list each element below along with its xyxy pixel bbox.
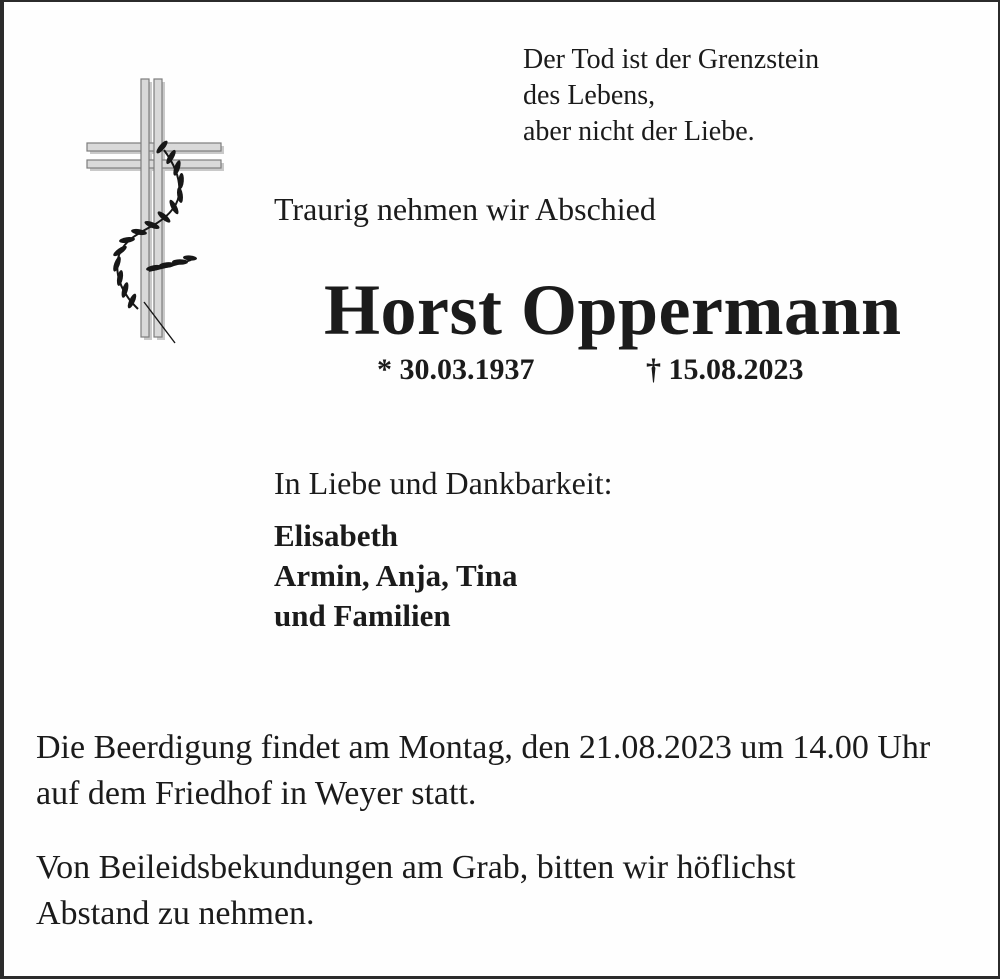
cross-and-laurel-branch-icon bbox=[59, 55, 249, 355]
condolence-note-line: Von Beileidsbekundungen am Grab, bitten wir höflichst bbox=[36, 849, 796, 886]
epigraph-line: Der Tod ist der Grenzstein bbox=[523, 44, 820, 75]
birth-date: * 30.03.1937 bbox=[377, 353, 535, 386]
epigraph-line: aber nicht der Liebe. bbox=[523, 116, 755, 147]
mourner-line: Armin, Anja, Tina bbox=[274, 558, 518, 593]
epigraph-quote bbox=[523, 42, 819, 150]
funeral-info-line: Die Beerdigung findet am Montag, den 21.08.2023 um 14.00 Uhr bbox=[36, 729, 931, 766]
mourners-list bbox=[274, 516, 517, 636]
intro-line: Traurig nehmen wir Abschied bbox=[274, 191, 656, 227]
closing-heading: In Liebe und Dankbarkeit: bbox=[274, 465, 613, 501]
funeral-info-line: auf dem Friedhof in Weyer statt. bbox=[36, 775, 477, 812]
condolence-note bbox=[36, 845, 796, 937]
epigraph-line: des Lebens, bbox=[523, 80, 656, 111]
condolence-note-line: Abstand zu nehmen. bbox=[36, 895, 315, 932]
death-date: † 15.08.2023 bbox=[646, 353, 804, 386]
deceased-name: Horst Oppermann bbox=[324, 270, 902, 350]
mourner-line: und Familien bbox=[274, 598, 451, 633]
funeral-info bbox=[36, 725, 930, 817]
mourner-line: Elisabeth bbox=[274, 518, 399, 553]
